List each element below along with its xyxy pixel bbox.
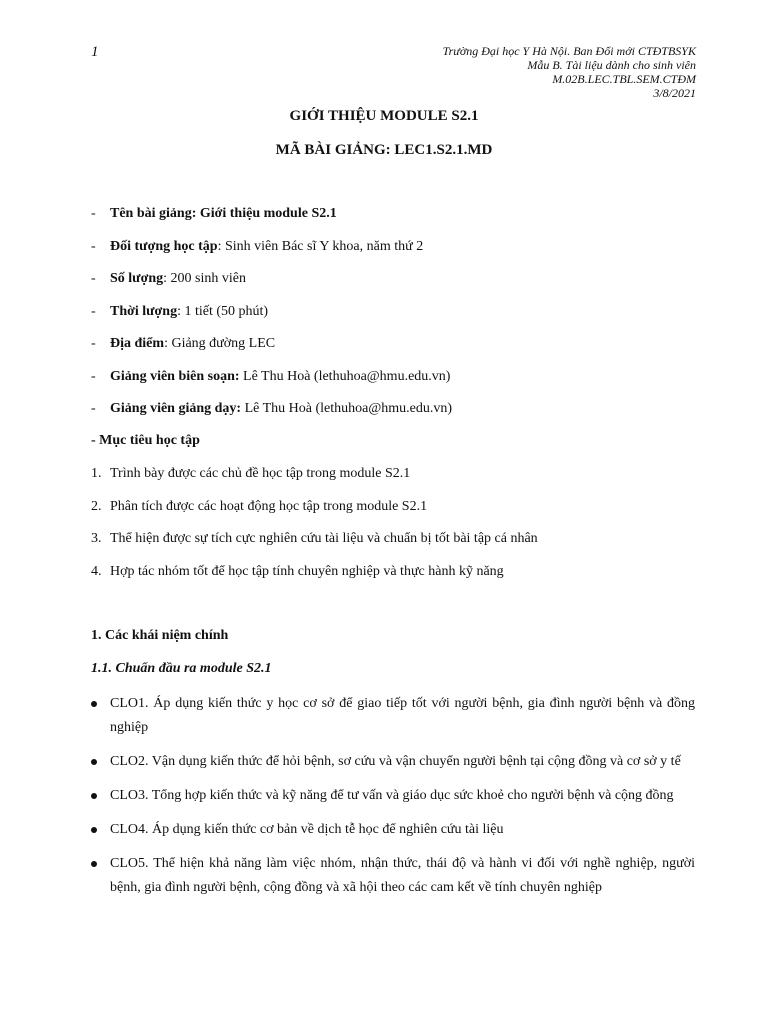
info-item-lecture-name: [91, 206, 701, 239]
list-dash: -: [91, 206, 96, 221]
objectives-list: [91, 466, 701, 596]
clo-item: [91, 692, 695, 740]
info-item-author: [91, 369, 701, 402]
info-item-instructor: [91, 401, 701, 434]
info-label: Giảng viên biên soạn:: [110, 368, 240, 384]
clo-list: [91, 692, 695, 910]
objective-text: Thể hiện được sự tích cực nghiên cứu tài liệu và chuẩn bị tốt bài tập cá nhân: [110, 531, 538, 546]
info-item-location: [91, 336, 701, 369]
bullet-icon: [91, 793, 97, 799]
info-label: Địa điểm: [110, 336, 165, 351]
info-label: Thời lượng: [110, 303, 178, 319]
objective-item: [91, 499, 701, 532]
info-value: : Giảng đường LEC: [164, 336, 276, 351]
info-label: Số lượng: [110, 271, 164, 286]
info-value: : Sinh viên Bác sĩ Y khoa, năm thứ 2: [217, 238, 424, 254]
objective-number: 1.: [91, 466, 102, 481]
list-dash: -: [91, 303, 96, 319]
bullet-icon: [91, 701, 97, 707]
info-label: Tên bài giảng: Giới thiệu module S2.1: [110, 206, 337, 221]
document-title: GIỚI THIỆU MODULE S2.1: [289, 108, 479, 124]
objective-text: Hợp tác nhóm tốt để học tập tính chuyên nghiệp và thực hành kỹ năng: [110, 563, 504, 579]
objective-number: 3.: [91, 531, 102, 546]
info-value: : 1 tiết (50 phút): [177, 303, 269, 319]
info-item-audience: [91, 239, 701, 272]
objective-number: 2.: [91, 498, 102, 514]
list-dash: -: [91, 368, 96, 384]
lecture-info-list: [91, 206, 701, 434]
header-date: 3/8/2021: [653, 86, 696, 100]
clo-text: CLO3. Tổng hợp kiến thức và kỹ năng để tư vấn và giáo dục sức khoẻ cho người bệnh và cộng đồng: [110, 788, 674, 803]
section-heading: 1. Các khái niệm chính: [91, 628, 229, 643]
info-label: Giảng viên giảng dạy:: [110, 401, 242, 416]
info-label: Đối tượng học tập: [110, 238, 218, 254]
list-dash: -: [91, 401, 96, 416]
objective-number: 4.: [91, 563, 102, 579]
clo-item: [91, 852, 695, 900]
clo-text: CLO1. Áp dụng kiến thức y học cơ sở để giao tiếp tốt với người bệnh, gia đình người bệnh và đồng nghiệp: [110, 696, 695, 735]
header-code: M.02B.LEC.TBL.SEM.CTĐM: [552, 72, 696, 86]
info-item-quantity: [91, 271, 701, 304]
objective-text: Trình bày được các chủ đề học tập trong module S2.1: [110, 466, 411, 481]
list-dash: -: [91, 336, 96, 351]
objective-item: [91, 531, 701, 564]
clo-item: [91, 818, 695, 842]
clo-item: [91, 750, 695, 774]
bullet-icon: [91, 827, 97, 833]
clo-text: CLO2. Vận dụng kiến thức để hỏi bệnh, sơ cứu và vận chuyển người bệnh tại cộng đồng và cơ sở y tế: [110, 754, 681, 769]
info-item-duration: [91, 304, 701, 337]
header-form-type: Mẫu B. Tài liệu dành cho sinh viên: [527, 58, 696, 72]
page-number: 1: [91, 44, 99, 60]
objective-item: [91, 564, 701, 597]
objectives-heading: - Mục tiêu học tập: [91, 433, 200, 448]
clo-text: CLO5. Thể hiện khả năng làm việc nhóm, nhận thức, thái độ và hành vi đối với nghề nghiệp, người bệnh, gia đình người bệnh, cộng đồng và xã hội theo các cam kết về tính chuyên nghiệp: [110, 856, 695, 895]
clo-text: CLO4. Áp dụng kiến thức cơ bản về dịch tễ học để nghiên cứu tài liệu: [110, 822, 504, 837]
bullet-icon: [91, 759, 97, 765]
header-institution: Trường Đại học Y Hà Nội. Ban Đổi mới CTĐTBSYK: [442, 44, 696, 58]
info-value: Lê Thu Hoà (lethuhoa@hmu.edu.vn): [241, 401, 453, 416]
objective-text: Phân tích được các hoạt động học tập trong module S2.1: [110, 498, 428, 514]
document-subtitle: MÃ BÀI GIẢNG: LEC1.S2.1.MD: [275, 142, 493, 158]
document-header: [443, 44, 696, 100]
list-dash: -: [91, 271, 96, 286]
list-dash: -: [91, 238, 96, 254]
bullet-icon: [91, 861, 97, 867]
objective-item: [91, 466, 701, 499]
info-value: : 200 sinh viên: [163, 271, 246, 286]
clo-item: [91, 784, 695, 808]
subsection-heading: 1.1. Chuẩn đầu ra module S2.1: [91, 661, 272, 676]
info-value: Lê Thu Hoà (lethuhoa@hmu.edu.vn): [239, 368, 451, 384]
